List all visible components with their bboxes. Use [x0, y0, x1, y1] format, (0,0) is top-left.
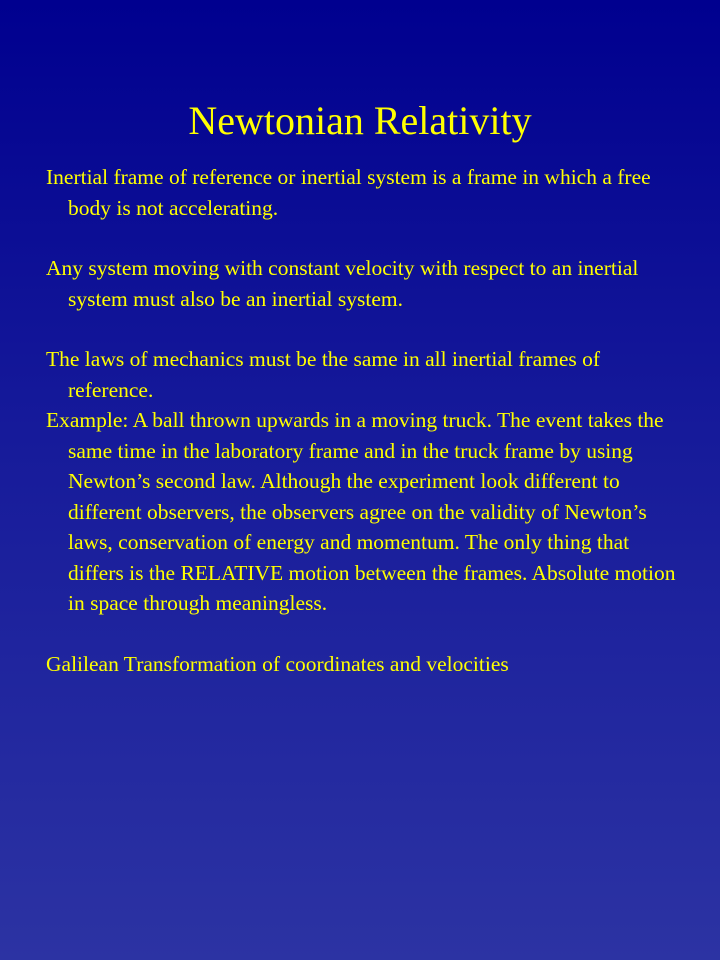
paragraph-galilean-transformation: Galilean Transformation of coordinates and velocities [46, 651, 509, 676]
paragraph-constant-velocity: Any system moving with constant velocity with respect to an inertial system must also be an inertial system. [46, 256, 639, 311]
paragraph-inertial-frame: Inertial frame of reference or inertial system is a frame in which a free body is not accelerating. [46, 165, 651, 220]
slide-title: Newtonian Relativity [188, 98, 532, 143]
slide-body [46, 162, 676, 679]
paragraph-example: Example: A ball thrown upwards in a moving truck. The event takes the same time in the laboratory frame and in the truck frame by using Newton’s second law. Although the experiment look different to different observers, the observers agree on the validity of Newton’s laws, conservation of energy and momentum. The only thing that differs is the RELATIVE motion between the frames. Absolute motion in space through meaningless. [46, 408, 676, 615]
paragraph-laws-of-mechanics: The laws of mechanics must be the same in all inertial frames of reference. [46, 347, 601, 402]
